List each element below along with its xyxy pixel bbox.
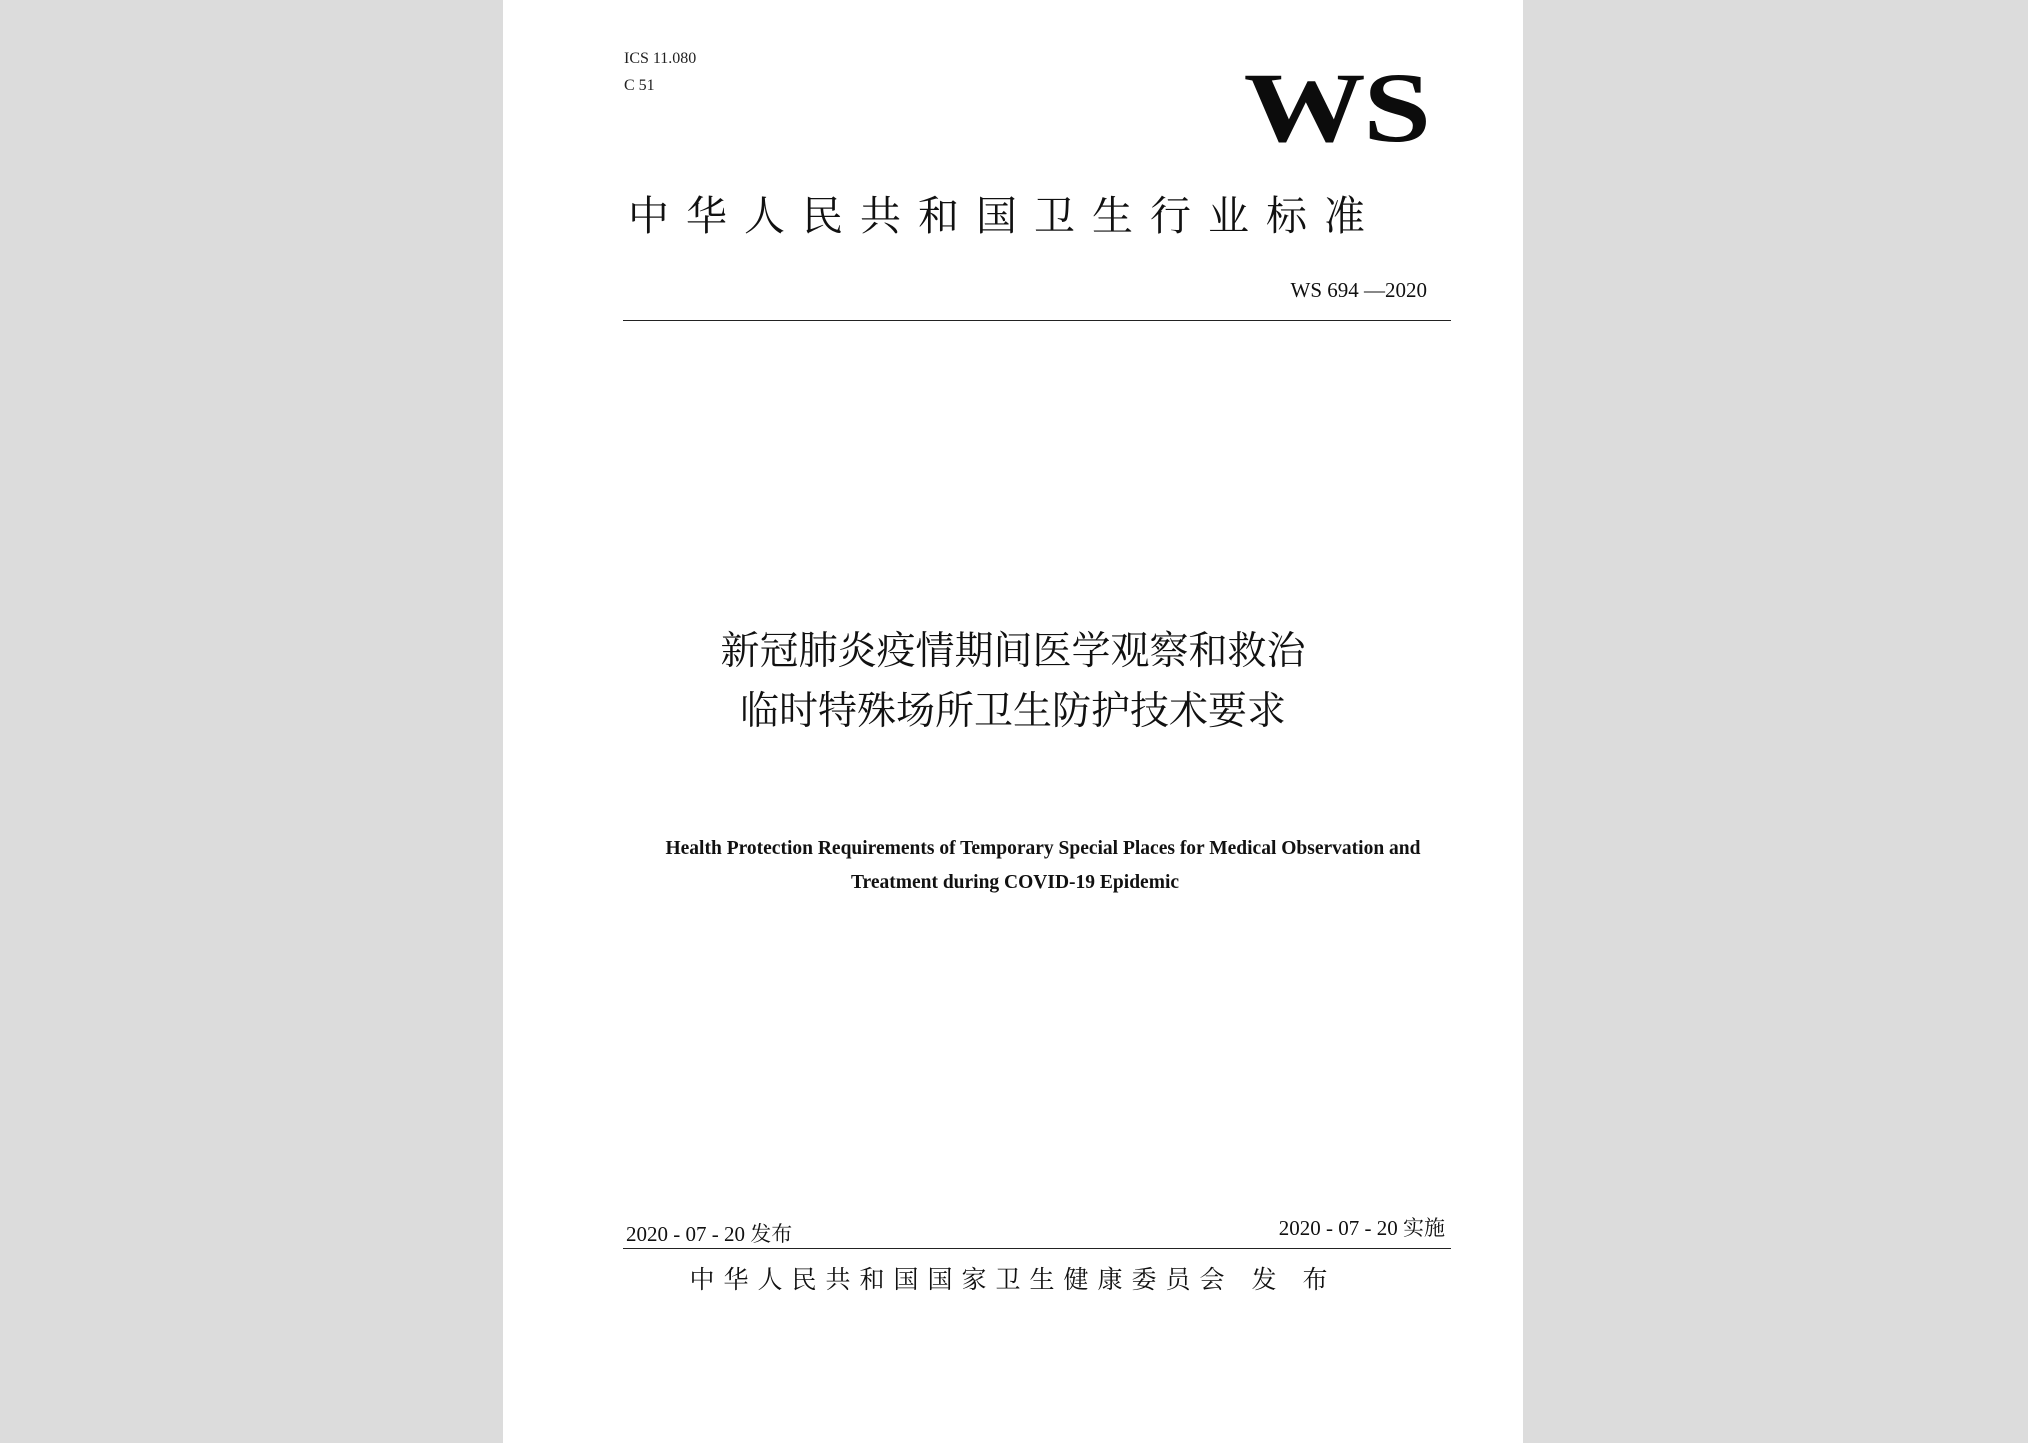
standard-number: WS 694 —2020 — [1290, 278, 1427, 302]
bottom-divider — [623, 1248, 1451, 1249]
standard-category-title: 中华人民共和国卫生行业标准 — [628, 192, 1382, 240]
top-divider — [623, 320, 1451, 321]
document-page — [503, 0, 1523, 1443]
ics-code: ICS 11.080 — [624, 50, 697, 67]
issue-date: 2020 - 07 - 20 发布 — [626, 1222, 793, 1246]
document-title-en-line2: Treatment during COVID-19 Epidemic — [850, 872, 1180, 893]
issuer-name: 中华人民共和国国家卫生健康委员会 — [689, 1265, 1234, 1294]
implementation-date: 2020 - 07 - 20 实施 — [1278, 1216, 1445, 1240]
document-title-cn-line1: 新冠肺炎疫情期间医学观察和救治 — [720, 629, 1306, 674]
ws-logo: WS — [1244, 52, 1429, 163]
issuer-action: 发 布 — [1251, 1265, 1337, 1294]
issuer-line — [503, 1262, 1523, 1298]
document-title-cn-line2: 临时特殊场所卫生防护技术要求 — [739, 689, 1286, 734]
document-title-en-line1: Health Protection Requirements of Temporary Special Places for Medical Observation and — [665, 838, 1421, 859]
ccs-code: C 51 — [624, 77, 655, 94]
